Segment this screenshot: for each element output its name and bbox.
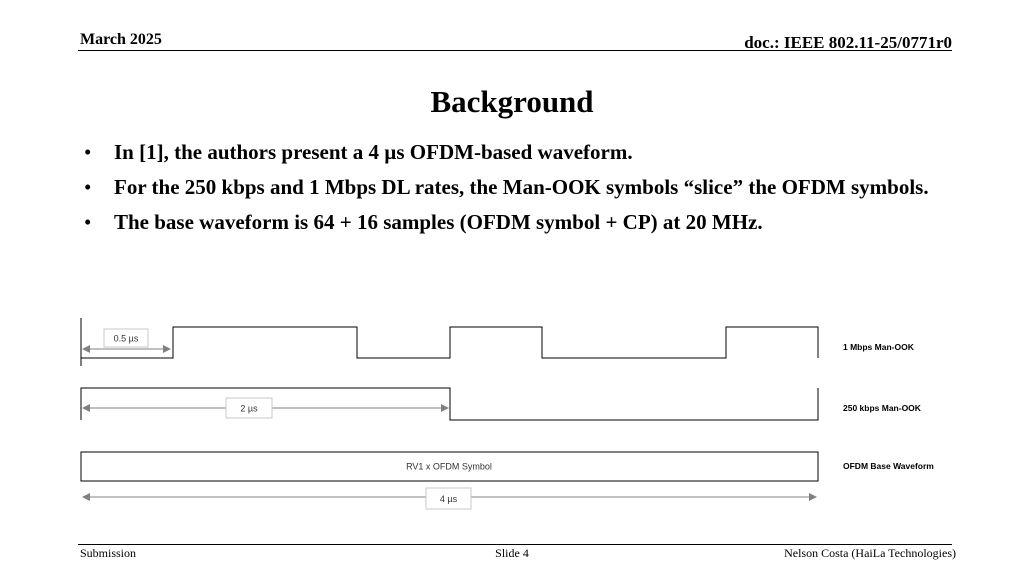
bullet-marker: • [84, 175, 92, 199]
row-label-ofdm: OFDM Base Waveform [843, 461, 934, 471]
footer-slide-number: Slide 4 [495, 546, 529, 560]
duration-label-4us: 4 µs [439, 494, 458, 504]
man-ook-250kbps-waveform [81, 388, 818, 420]
row-label-1mbps: 1 Mbps Man-OOK [843, 342, 914, 352]
row-250kbps [81, 388, 922, 420]
footer-divider [78, 544, 952, 545]
bullet-marker: • [84, 210, 92, 234]
header-date: March 2025 [80, 31, 162, 48]
duration-label-2us: 2 µs [240, 403, 258, 414]
header-doc-id: doc.: IEEE 802.11-25/0771r0 [744, 33, 952, 52]
duration-label-0-5us: 0.5 µs [113, 333, 139, 344]
man-ook-1mbps-waveform [81, 327, 818, 358]
row-ofdm [81, 452, 934, 481]
bullet-marker: • [84, 140, 92, 164]
bullet-text-3: The base waveform is 64 + 16 samples (OFDM symbol + CP) at 20 MHz. [114, 210, 763, 234]
bullet-text-2: For the 250 kbps and 1 Mbps DL rates, the Man-OOK symbols “slice” the OFDM symbols. [114, 175, 929, 199]
row-1mbps [81, 318, 915, 366]
row-label-250kbps: 250 kbps Man-OOK [843, 403, 921, 413]
total-duration [83, 488, 816, 509]
slide-title: Background [430, 84, 594, 119]
footer-submission: Submission [80, 546, 137, 560]
bullet-text-1: In [1], the authors present a 4 µs OFDM-based waveform. [114, 140, 633, 164]
ofdm-symbol-label: RV1 x OFDM Symbol [406, 461, 492, 472]
footer-author: Nelson Costa (HaiLa Technologies) [784, 546, 956, 560]
